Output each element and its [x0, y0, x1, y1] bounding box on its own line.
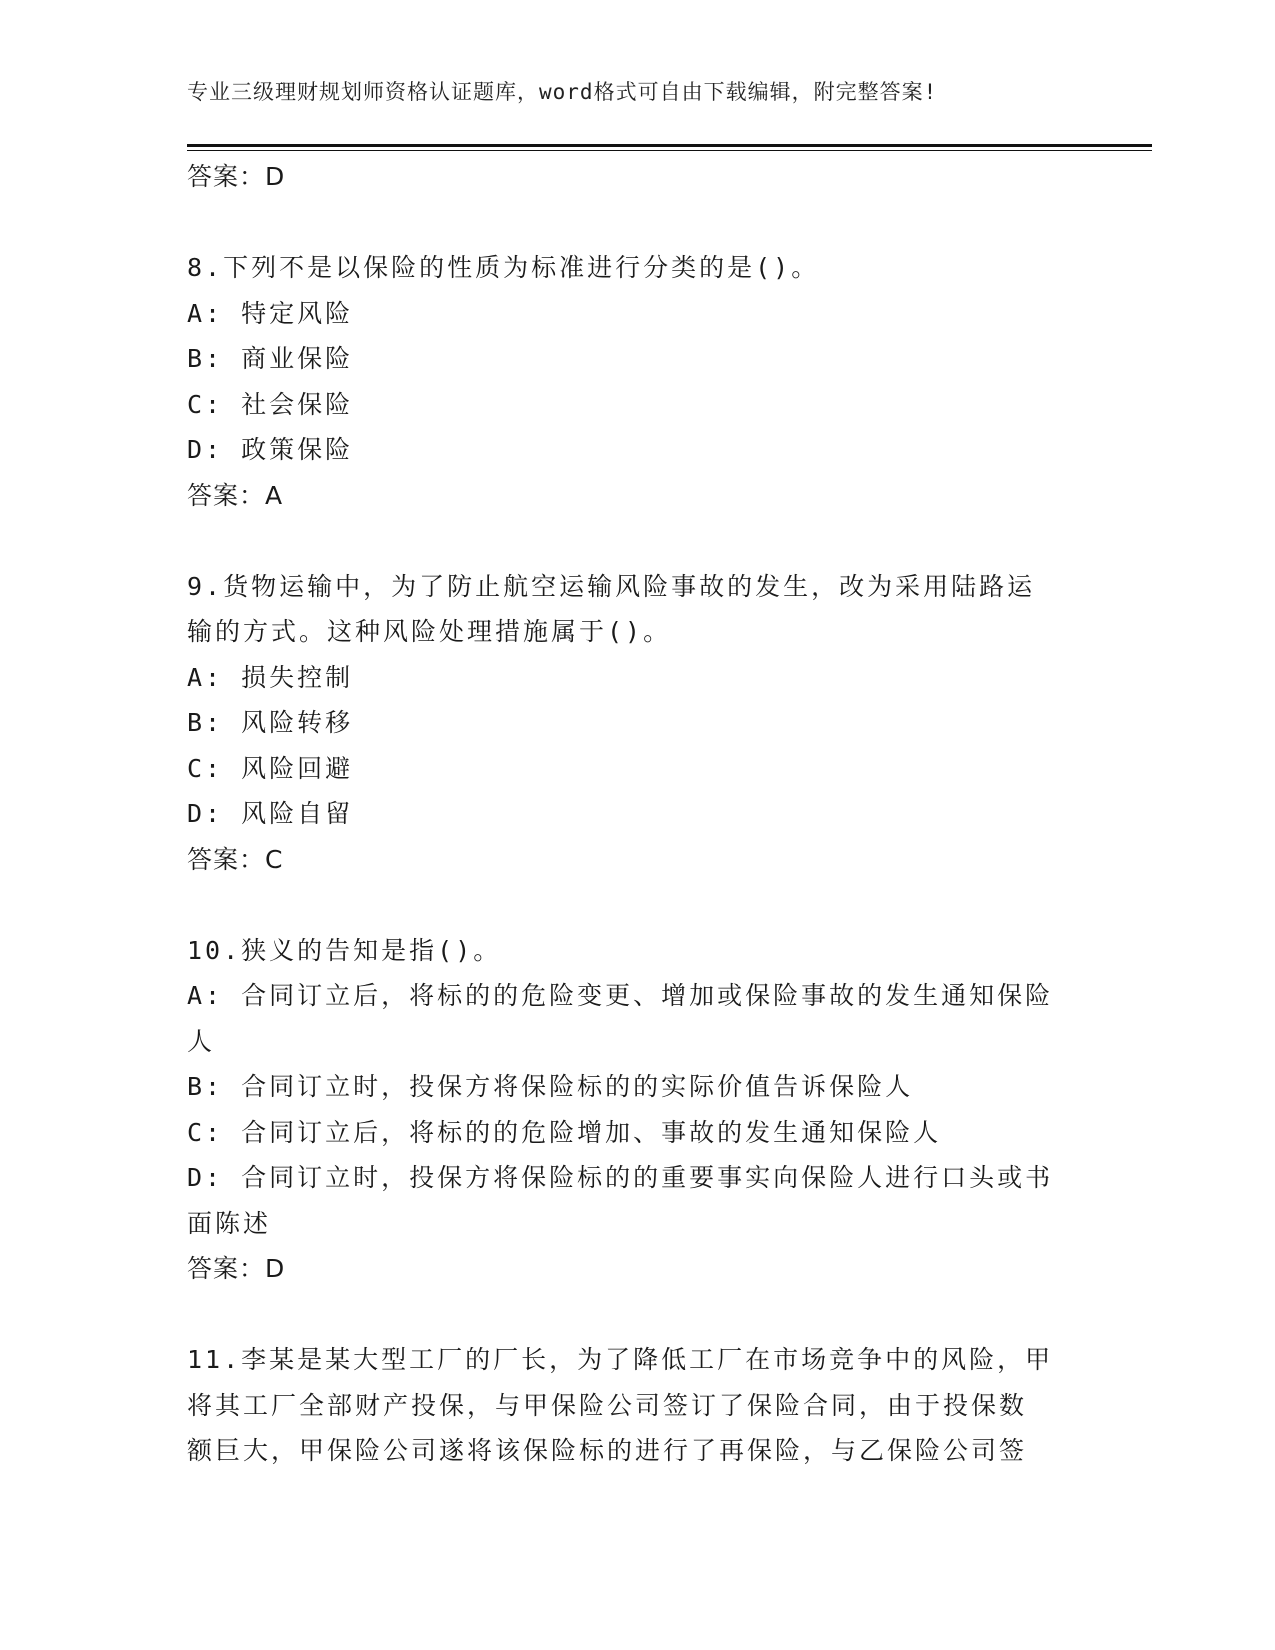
- option-c: C: 社会保险: [187, 389, 354, 419]
- option-a: A: 损失控制: [187, 662, 354, 692]
- question-stem-line: 额巨大，甲保险公司遂将该保险标的进行了再保险，与乙保险公司签: [187, 1436, 1028, 1465]
- option-b: B: 风险转移: [187, 708, 354, 737]
- option-b: B: 合同订立时，投保方将保险标的的实际价值告诉保险人: [187, 1072, 914, 1101]
- option-c: C: 风险回避: [187, 753, 354, 783]
- question-block: [187, 245, 1087, 518]
- answer-line: 答案：D: [187, 162, 286, 191]
- question-stem-line: 9.货物运输中，为了防止航空运输风险事故的发生，改为采用陆路运: [187, 571, 1036, 601]
- question-stem-line: 10.狭义的告知是指()。: [187, 935, 502, 965]
- header-divider-thin: [187, 150, 1152, 151]
- header-divider-thick: [187, 144, 1152, 147]
- question-stem-line: 11.李某是某大型工厂的厂长，为了降低工厂在市场竞争中的风险，甲: [187, 1345, 1054, 1374]
- option-a: A: 特定风险: [187, 298, 354, 328]
- answer-line: 答案：A: [187, 480, 284, 510]
- option-d-continued: 面陈述: [187, 1208, 272, 1238]
- answer-line: 答案：C: [187, 844, 284, 874]
- question-stem-line: 8.下列不是以保险的性质为标准进行分类的是()。: [187, 253, 820, 282]
- question-block: [187, 928, 1087, 1292]
- option-d: D: 合同订立时，投保方将保险标的的重要事实向保险人进行口头或书: [187, 1163, 1054, 1192]
- spacer: [187, 882, 1087, 928]
- spacer: [187, 1292, 1087, 1338]
- option-d: D: 风险自留: [187, 799, 354, 828]
- page-header: 专业三级理财规划师资格认证题库，word格式可自由下载编辑，附完整答案!: [187, 80, 938, 104]
- question-stem-line: 将其工厂全部财产投保，与甲保险公司签订了保险合同，由于投保数: [187, 1390, 1028, 1420]
- option-c: C: 合同订立后，将标的的危险增加、事故的发生通知保险人: [187, 1117, 942, 1147]
- option-b: B: 商业保险: [187, 344, 354, 373]
- question-block: [187, 564, 1087, 883]
- document-body: [187, 154, 1087, 1474]
- spacer: [187, 518, 1087, 564]
- option-d: D: 政策保险: [187, 435, 354, 464]
- option-a: A: 合同订立后，将标的的危险变更、增加或保险事故的发生通知保险: [187, 981, 1054, 1010]
- question-stem-line: 输的方式。这种风险处理措施属于()。: [187, 617, 672, 646]
- question-block: [187, 1337, 1087, 1474]
- answer-line: 答案：D: [187, 1254, 286, 1283]
- option-a-continued: 人: [187, 1026, 216, 1056]
- spacer: [187, 200, 1087, 246]
